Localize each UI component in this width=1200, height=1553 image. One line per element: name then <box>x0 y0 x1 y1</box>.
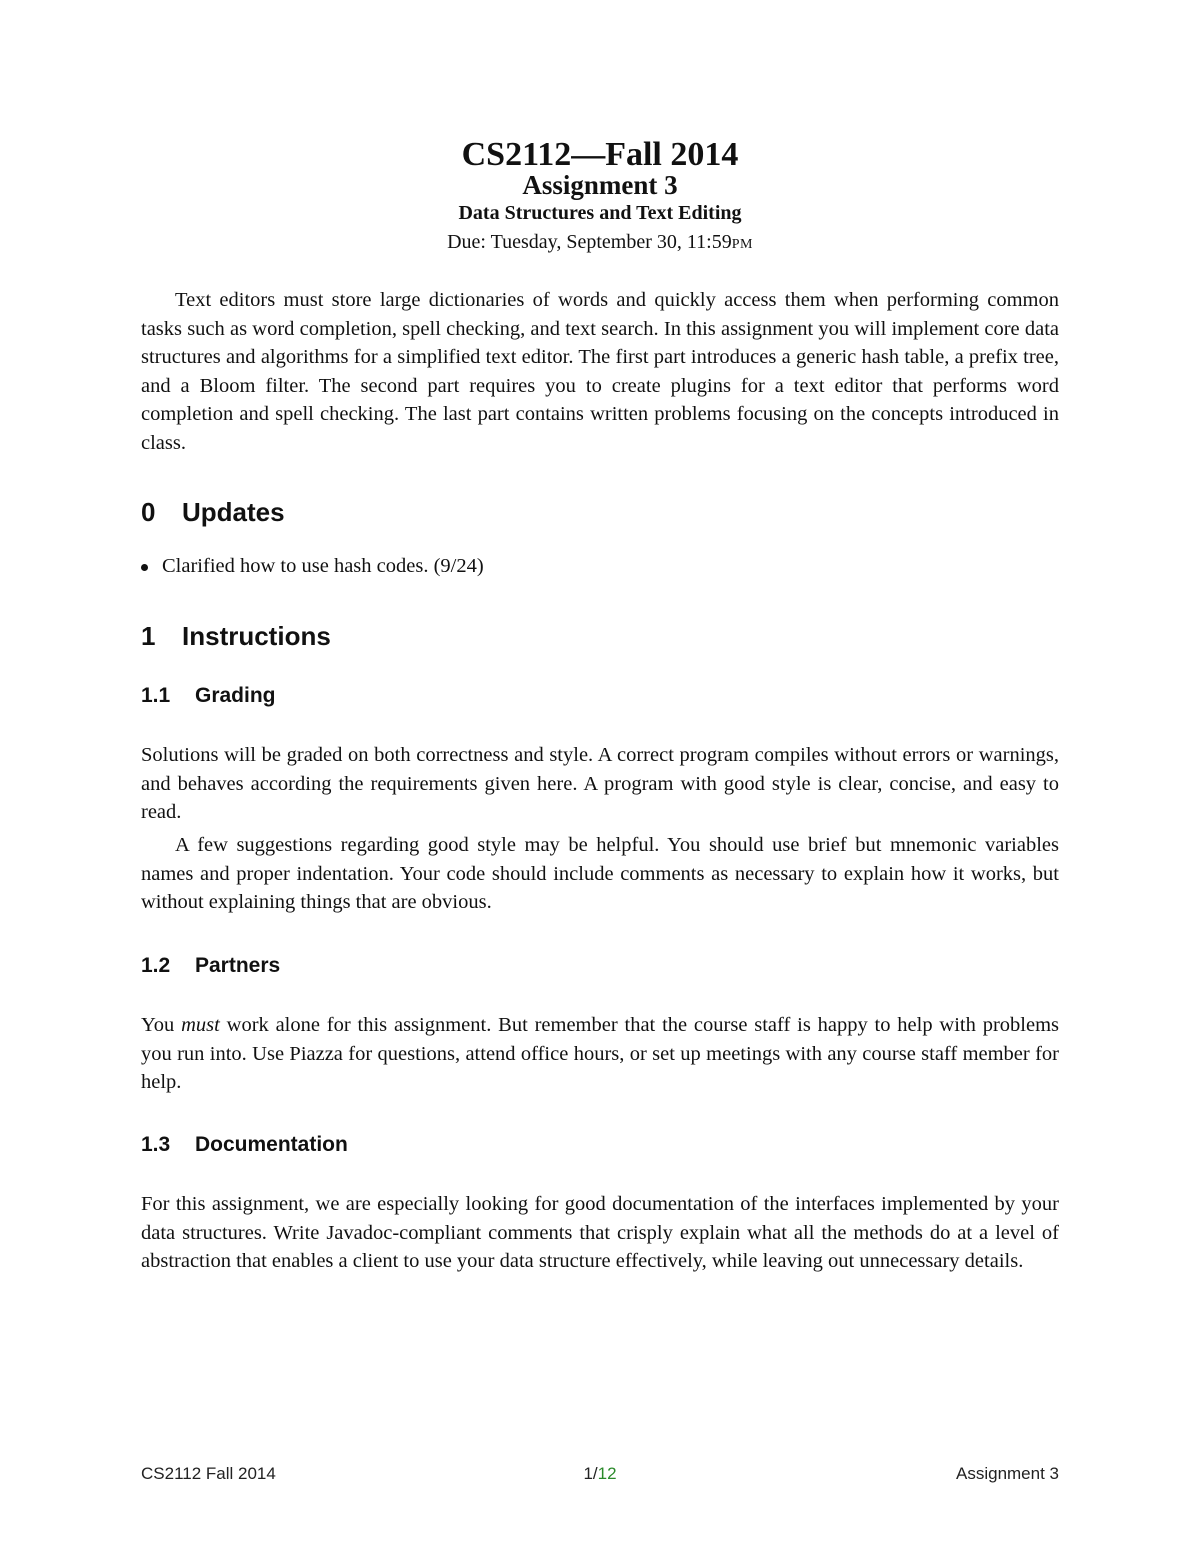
update-text: Clarified how to use hash codes. (9/24) <box>162 555 484 577</box>
section-number: 0 <box>141 497 156 527</box>
subsection-number: 1.3 <box>141 1133 171 1156</box>
partners-text-end: work alone for this assignment. But remember that the course staff is happy to help with problems you run into. Use Piazza for questions, attend office hours, or set up meetings with any course staff member for help. <box>141 1014 1059 1094</box>
section-heading-instructions <box>141 621 331 652</box>
section-title: Updates <box>182 497 285 527</box>
partners-paragraph <box>141 1011 1059 1097</box>
footer-assignment: Assignment 3 <box>956 1464 1059 1483</box>
subsection-heading-partners <box>141 954 280 978</box>
course-title: CS2112—Fall 2014 <box>461 136 739 173</box>
grading-paragraph-1: Solutions will be graded on both correctness and style. A correct program compiles without errors or warnings, and behaves according the requirements given here. A program with good style is clear, concise, and easy to read. <box>141 744 1059 824</box>
partners-text-start: You <box>141 1014 182 1036</box>
page-current: 1 <box>583 1464 593 1483</box>
subsection-number: 1.2 <box>141 954 171 977</box>
footer-course: CS2112 Fall 2014 <box>141 1464 276 1483</box>
subsection-title: Documentation <box>195 1133 348 1156</box>
subsection-number: 1.1 <box>141 684 171 707</box>
subsection-title: Grading <box>195 684 276 707</box>
bullet-icon <box>141 564 148 571</box>
subsection-heading-grading <box>141 684 276 708</box>
grading-paragraph-2: A few suggestions regarding good style may be helpful. You should use brief but mnemonic variables names and proper indentation. Your code should include comments as necessary to explain how it works, but without explaining things that are obvious. <box>141 834 1059 914</box>
section-title: Instructions <box>182 621 331 651</box>
subsection-title: Partners <box>195 954 281 977</box>
due-date <box>0 231 1200 254</box>
page-separator: / <box>592 1464 598 1483</box>
assignment-subtitle: Data Structures and Text Editing <box>458 202 742 224</box>
documentation-paragraph: For this assignment, we are especially looking for good documentation of the interfaces implemented by your data structures. Write Javadoc-compliant comments that crisply explain what all the methods do at a level of abstraction that enables a client to use your data structure effectively, while leaving out unnecessary details. <box>141 1193 1059 1273</box>
page-total-link[interactable]: 12 <box>597 1464 617 1483</box>
due-date-text: Due: Tuesday, September 30, 11:59 <box>447 231 732 253</box>
section-number: 1 <box>141 621 156 651</box>
due-date-ampm: PM <box>731 237 753 252</box>
update-list-item <box>141 555 484 578</box>
intro-paragraph: Text editors must store large dictionaries of words and quickly access them when performing common tasks such as word completion, spell checking, and text search. In this assignment you will implement core data structures and algorithms for a simplified text editor. The first part introduces a generic hash table, a prefix tree, and a Bloom filter. The second part requires you to create plugins for a text editor that performs word completion and spell checking. The last part contains written problems focusing on the concepts introduced in class. <box>141 289 1059 454</box>
assignment-title: Assignment 3 <box>522 170 678 200</box>
partners-emphasis: must <box>181 1014 220 1036</box>
section-heading-updates <box>141 497 285 528</box>
subsection-heading-documentation <box>141 1133 348 1157</box>
